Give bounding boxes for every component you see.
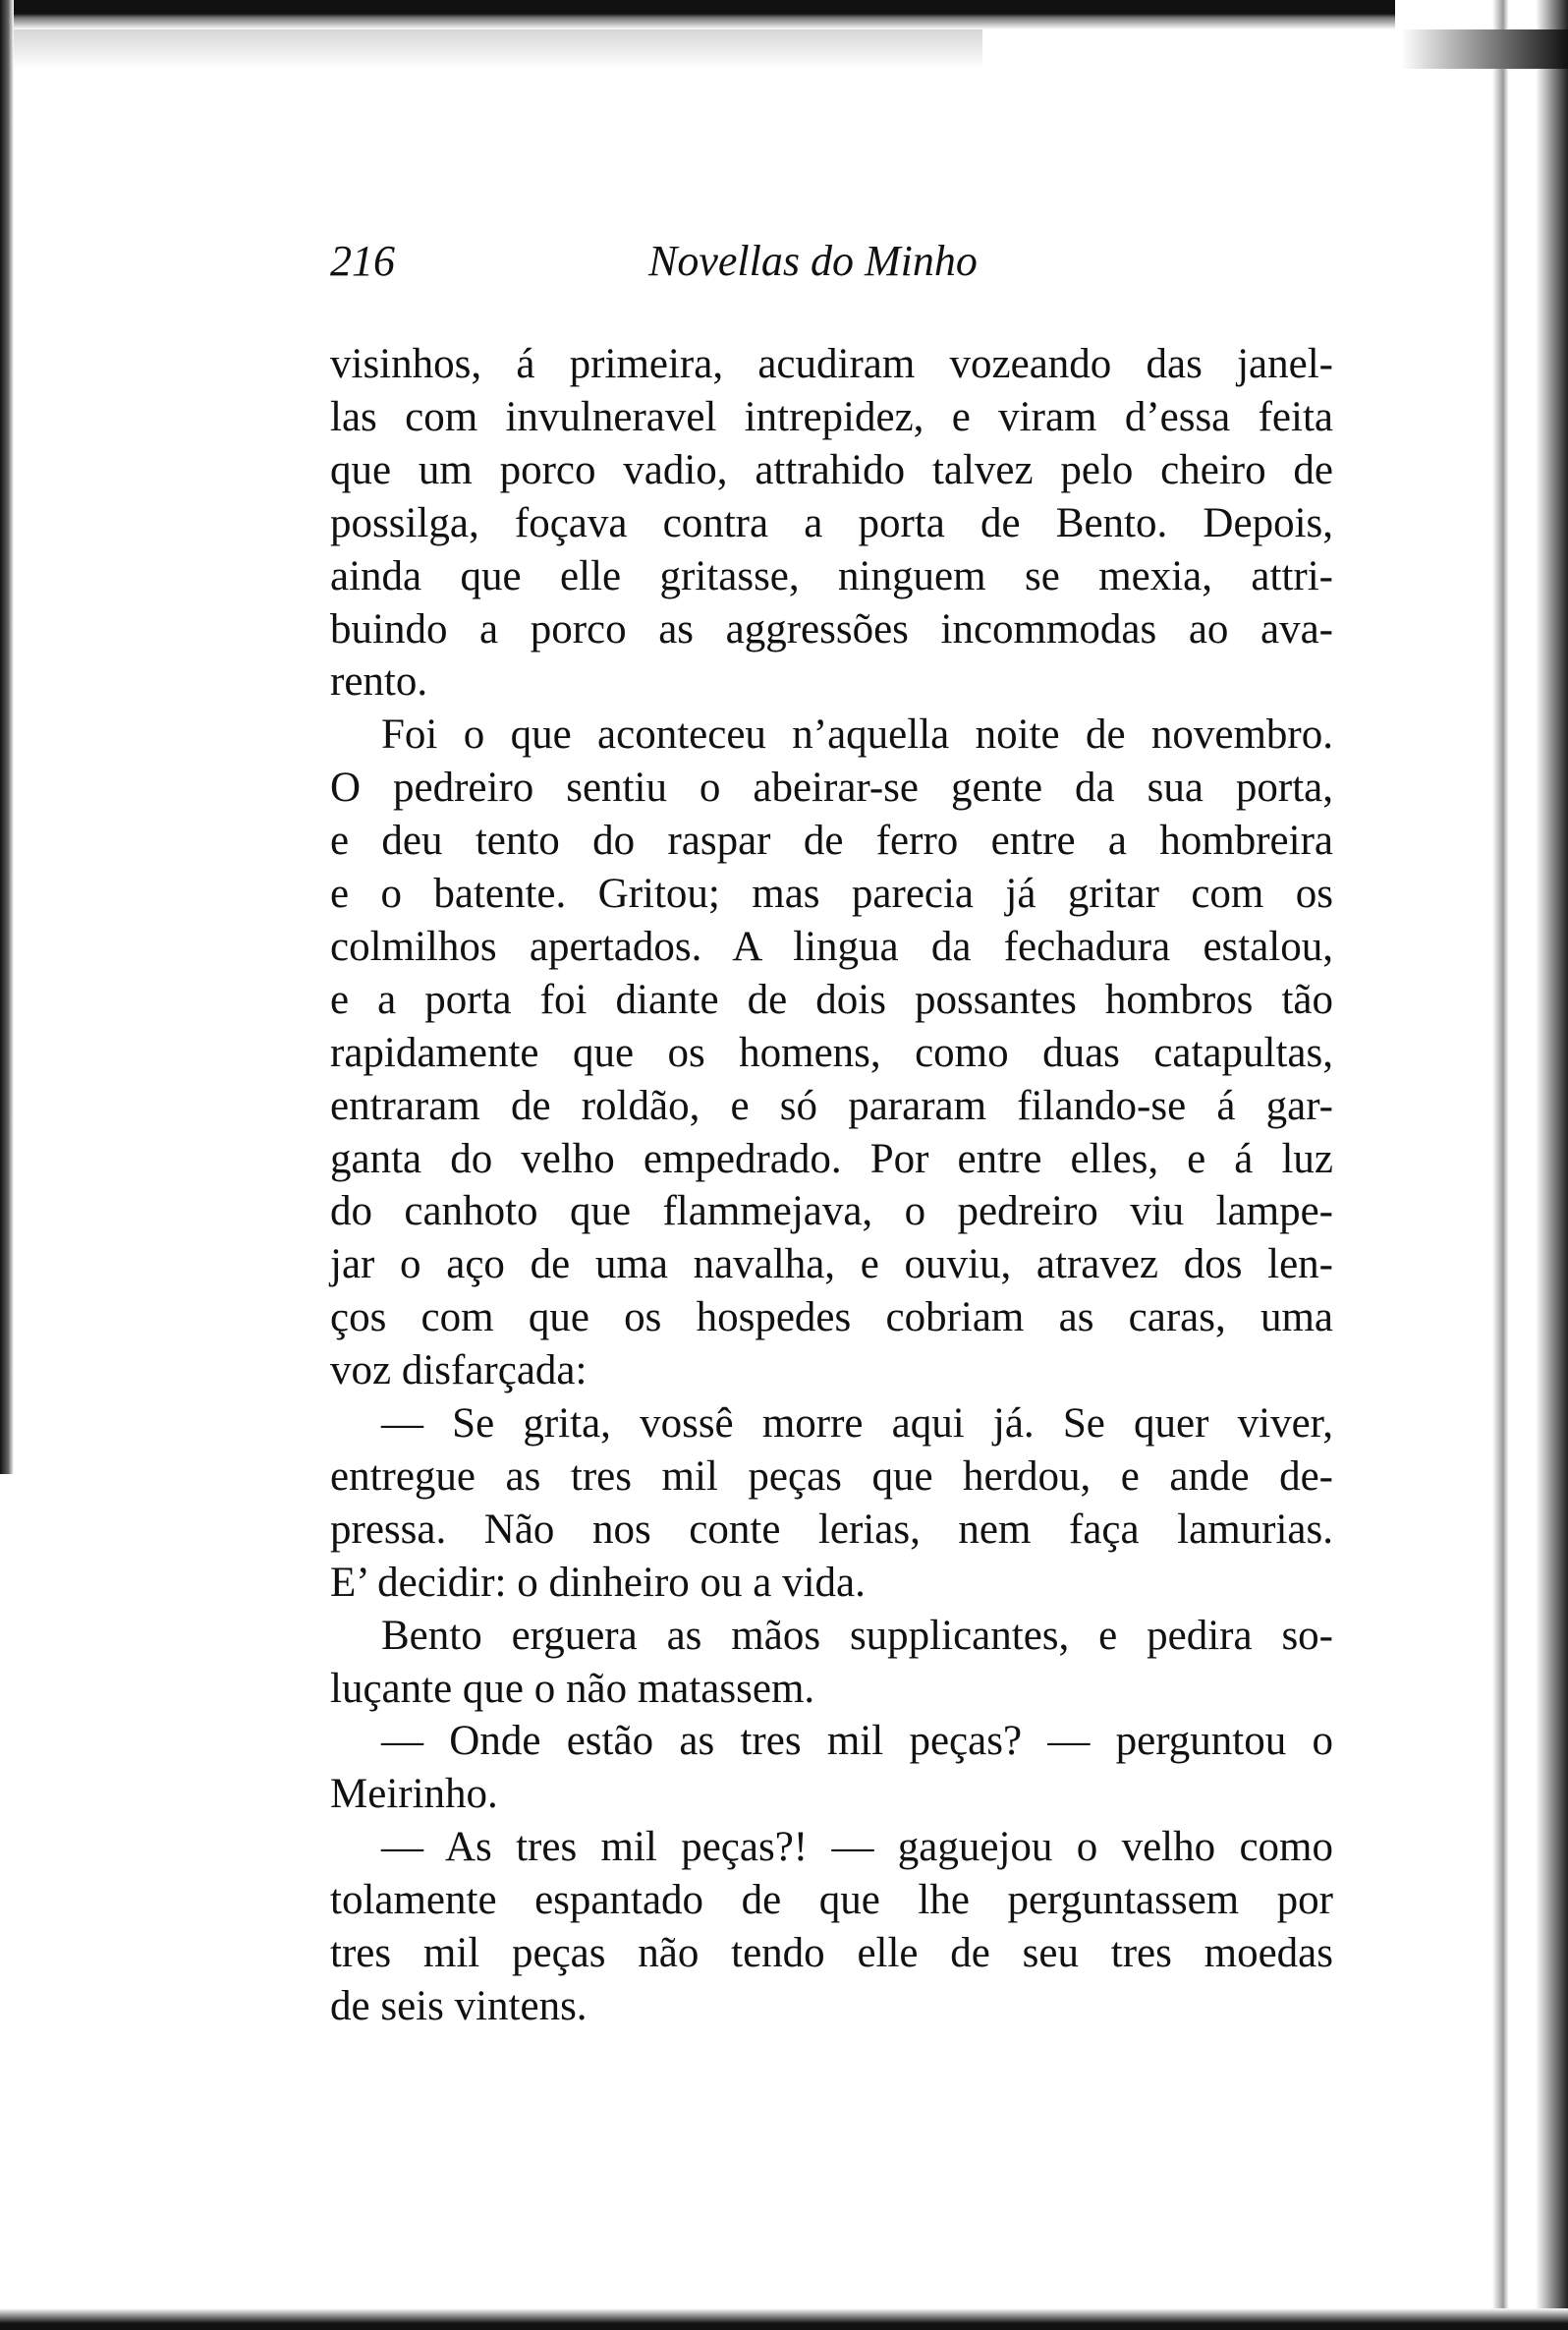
text-line: las com invulneravel intrepidez, e viram d’essa feita: [330, 393, 1333, 440]
text-line: luçante que o não matassem.: [330, 1665, 815, 1712]
page-number: 216: [330, 237, 395, 285]
text-line: tolamente espantado de que lhe perguntassem por: [330, 1877, 1333, 1924]
text-line: que um porco vadio, attrahido talvez pelo cheiro de: [330, 446, 1333, 493]
text-line: e o batente. Gritou; mas parecia já gritar com os: [330, 871, 1333, 917]
scan-edge-right: [1460, 0, 1568, 2330]
text-line: pressa. Não nos conte lerias, nem faça lamurias.: [330, 1506, 1333, 1553]
scan-edge-bottom: [0, 2308, 1568, 2330]
text-line: rapidamente que os homens, como duas catapultas,: [330, 1029, 1333, 1076]
text-line: visinhos, á primeira, acudiram vozeando das janel-: [330, 341, 1333, 387]
scan-edge-top: [0, 0, 1395, 29]
text-line: tres mil peças não tendo elle de seu tres moedas: [330, 1930, 1333, 1976]
text-line: de seis vintens.: [330, 1982, 588, 2029]
text-line: O pedreiro sentiu o abeirar-se gente da sua porta,: [330, 765, 1333, 812]
running-title: Novellas do Minho: [648, 237, 978, 285]
text-line: do canhoto que flammejava, o pedreiro viu lampe-: [330, 1188, 1333, 1235]
text-line: Meirinho.: [330, 1771, 498, 1818]
text-line: — Onde estão as tres mil peças? — perguntou o: [381, 1718, 1333, 1765]
text-line: entraram de roldão, e só pararam filando-se á gar-: [330, 1082, 1333, 1129]
text-line: ainda que elle gritasse, ninguem se mexia, attri-: [330, 552, 1333, 599]
text-line: e a porta foi diante de dois possantes hombros tão: [330, 976, 1333, 1023]
text-line: e deu tento do raspar de ferro entre a hombreira: [330, 818, 1333, 865]
scan-corner-top-right: [1401, 29, 1568, 69]
text-line: entregue as tres mil peças que herdou, e ande de-: [330, 1452, 1333, 1500]
text-line: ganta do velho empedrado. Por entre elles, e á luz: [330, 1135, 1333, 1182]
scan-edge-left: [0, 0, 14, 1474]
text-line: buindo a porco as aggressões incommodas ao ava-: [330, 605, 1333, 653]
text-line: ços com que os hospedes cobriam as caras, uma: [330, 1294, 1333, 1341]
page-header: [330, 236, 1018, 295]
text-line: E’ decidir: o dinheiro ou a vida.: [330, 1559, 866, 1606]
text-line: — Se grita, vossê morre aqui já. Se quer viver,: [381, 1400, 1333, 1447]
scan-shadow-top: [0, 29, 982, 69]
text-line: Bento erguera as mãos supplicantes, e pedira so-: [381, 1612, 1333, 1659]
text-line: — As tres mil peças?! — gaguejou o velho como: [381, 1824, 1333, 1871]
text-line: colmilhos apertados. A lingua da fechadura estalou,: [330, 923, 1333, 970]
text-line: jar o aço de uma navalha, e ouviu, atravez dos len-: [330, 1241, 1333, 1288]
text-line: possilga, foçava contra a porta de Bento. Depois,: [330, 499, 1333, 546]
text-line: voz disfarçada:: [330, 1347, 588, 1394]
text-line: rento.: [330, 658, 428, 706]
text-line: Foi o que aconteceu n’aquella noite de novembro.: [381, 711, 1333, 759]
